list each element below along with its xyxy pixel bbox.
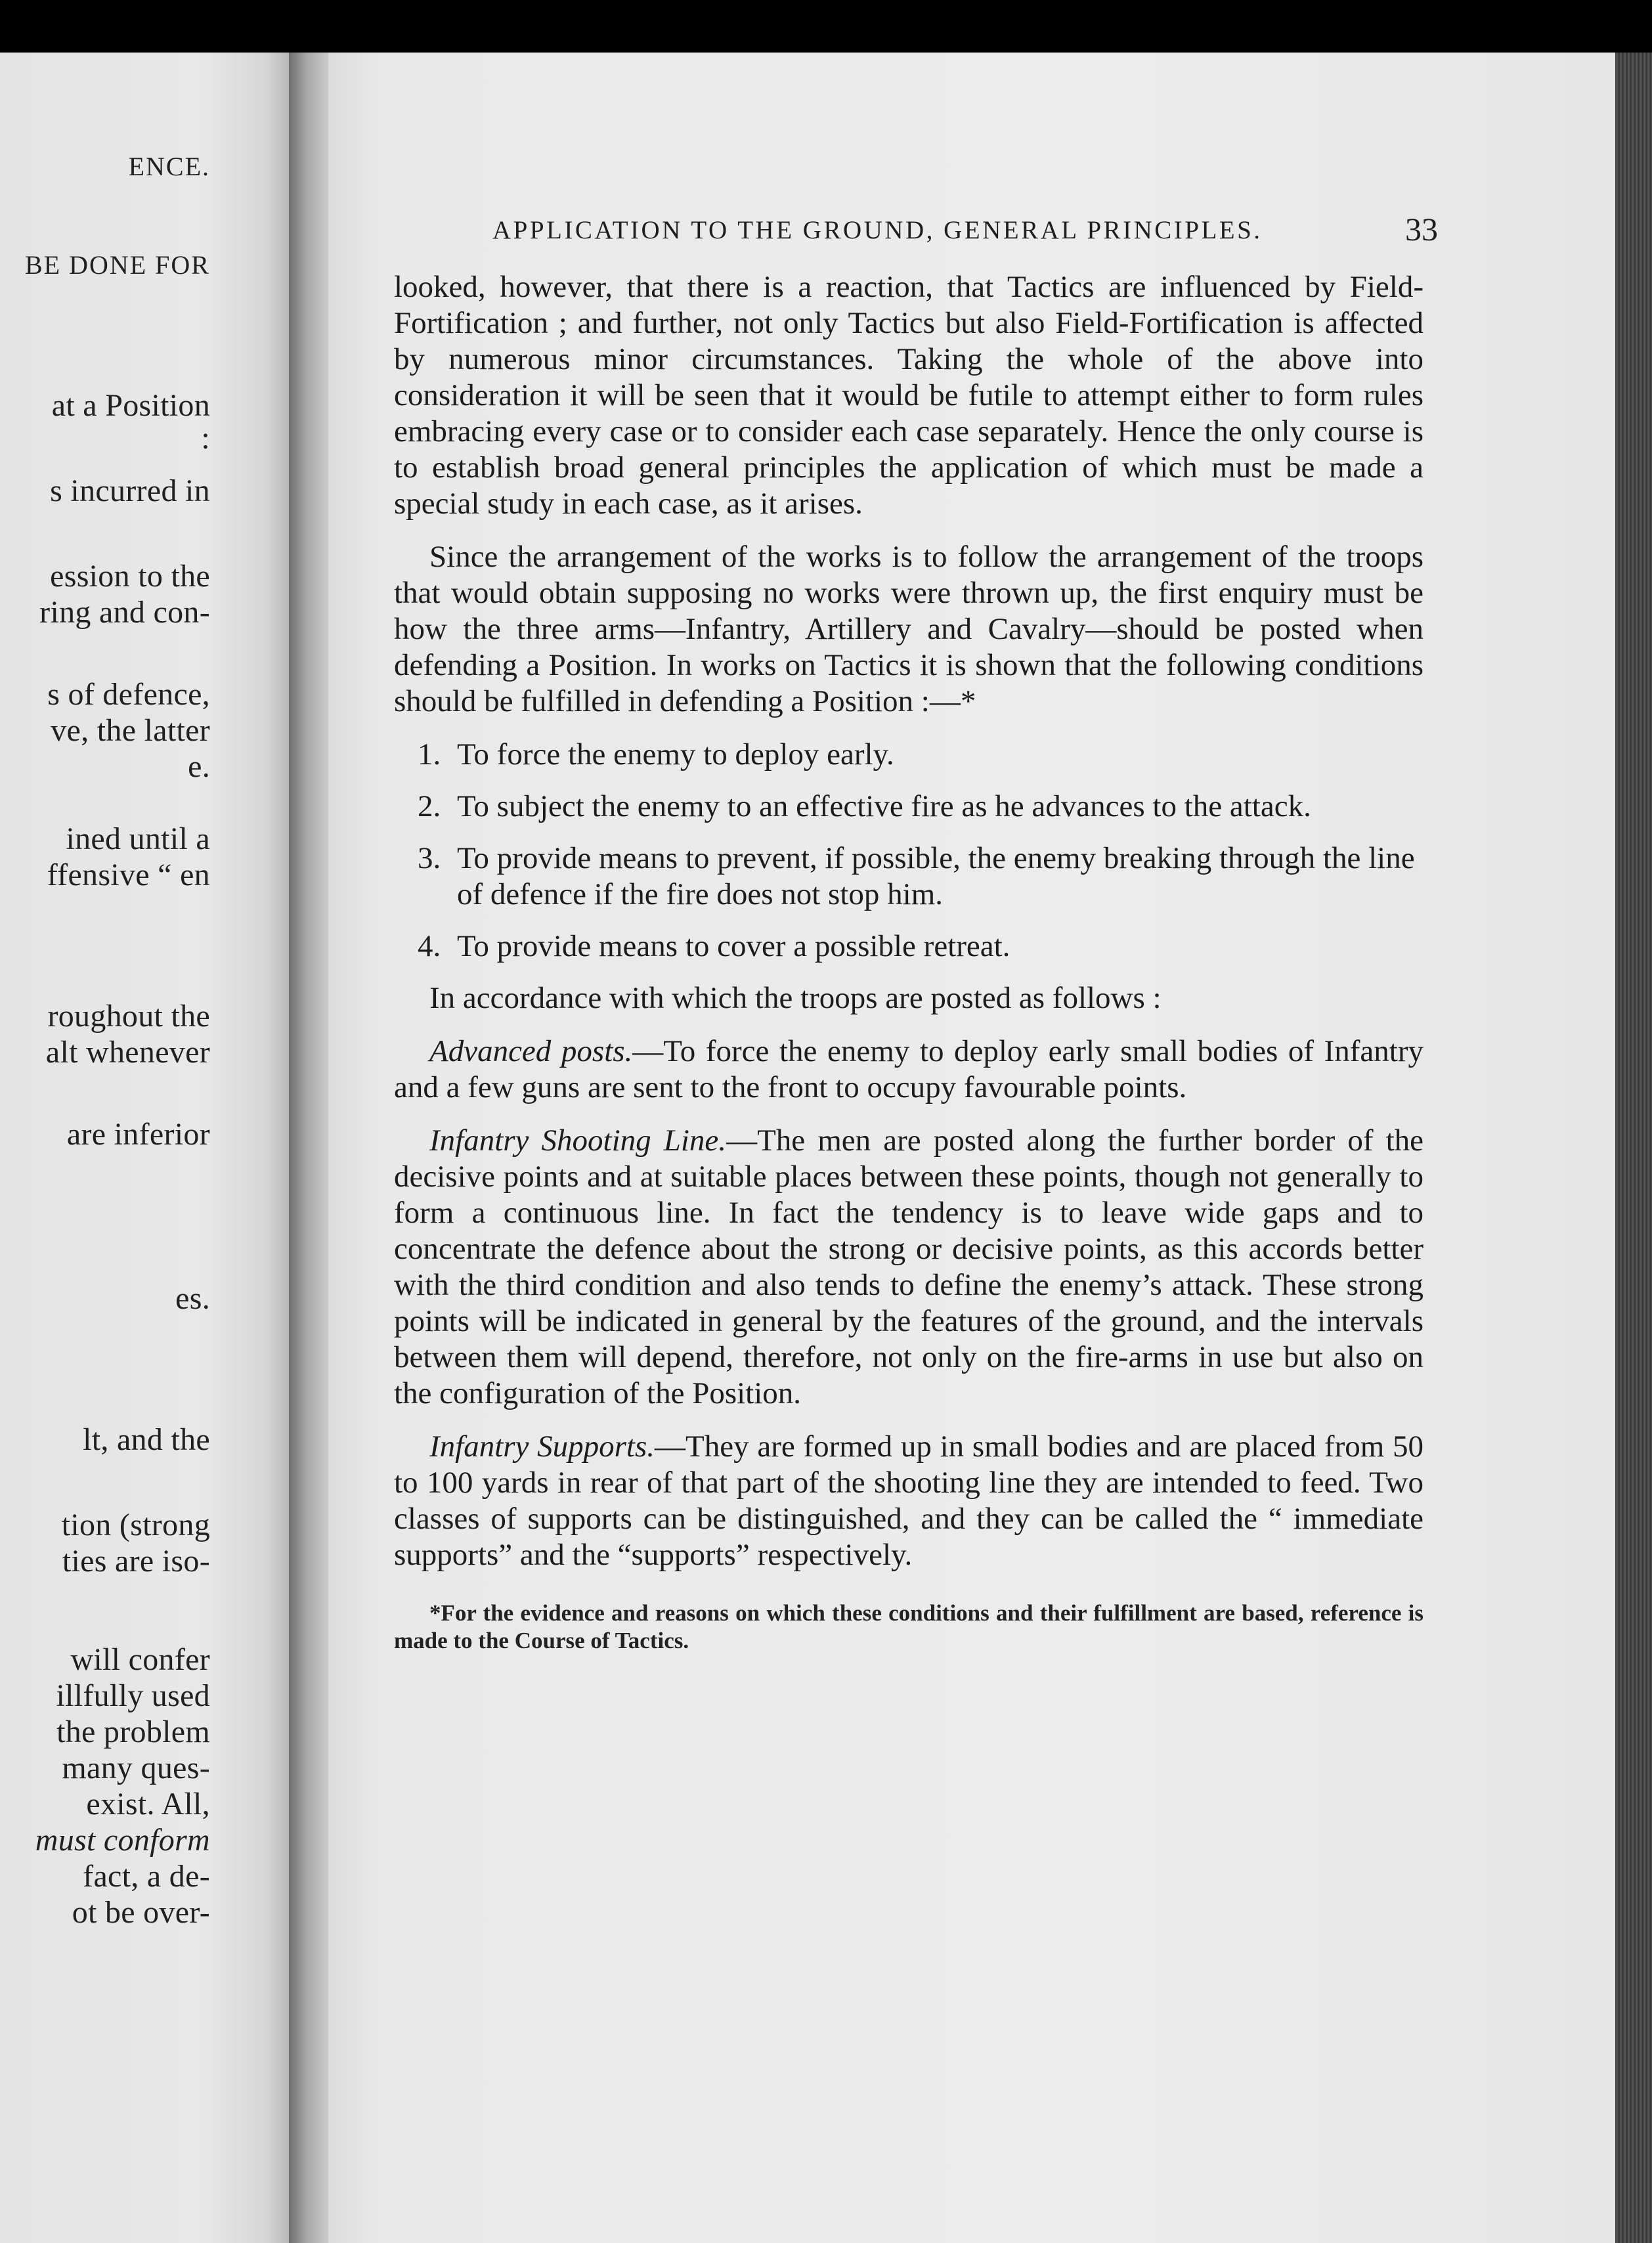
left-page-fragment: ined until a xyxy=(66,821,210,856)
left-page-fragment: many ques- xyxy=(62,1751,210,1785)
body-text xyxy=(394,269,1424,1655)
left-page-fragment: fact, a de- xyxy=(83,1859,210,1894)
left-page-fragment: e. xyxy=(188,749,210,784)
condition-item xyxy=(394,737,1424,773)
advanced-posts-heading: Advanced posts. xyxy=(429,1034,633,1068)
left-page-fragment: lt, and the xyxy=(83,1422,210,1457)
paragraph-posting: In accordance with which the troops are posted as follows : xyxy=(429,981,1162,1015)
paragraph-advanced-posts xyxy=(394,1034,1424,1106)
left-page-fragment: s incurred in xyxy=(50,473,210,508)
left-page-fragment: ties are iso- xyxy=(62,1544,210,1579)
left-page-fragment: at a Position xyxy=(51,388,210,423)
condition-text: To provide means to cover a possible retreat. xyxy=(457,929,1011,963)
paragraph-arrangement: Since the arrangement of the works is to follow the arrangement of the troops that would obtain supposing no works were thrown up, the first enquiry must be how the three arms—Infantry, Artillery and Cavalry—should be posted when defending a Position. In works on Tactics it is shown that the following conditions should be fulfilled in defending a Position :—* xyxy=(394,540,1424,718)
page-edge xyxy=(1615,53,1652,2243)
left-page-fragment: the problem xyxy=(56,1714,210,1749)
left-page-fragment: exist. All, xyxy=(86,1787,210,1821)
left-page-fragment: es. xyxy=(175,1281,210,1316)
left-page-fragment: ENCE. xyxy=(128,152,210,181)
shooting-line-text: —The men are posted along the further border of the decisive points and at suitable places between these points, though not generally to form a continuous line. In fact the tendency is to leave wide gaps and to concentrate the defence about the strong or decisive points, as this accords better with the third condition and also tends to define the enemy’s attack. These strong points will be indicated in general by the features of the ground, and the intervals between them will depend, therefore, not only on the fire-arms in use but also on the configuration of the Position. xyxy=(394,1123,1424,1410)
left-page-fragment: ession to the xyxy=(50,559,210,594)
supports-text: —They are formed up in small bodies and are placed from 50 to 100 yards in rear of that part of the shooting line they are intended to feed. Two classes of supports can be distinguished, and they can be called the “ immediate supports” and the “supports” respectively. xyxy=(394,1429,1424,1572)
condition-number: 2. xyxy=(418,789,441,823)
running-head: APPLICATION TO THE GROUND, GENERAL PRINCIPLES. xyxy=(492,216,1263,244)
page-number: 33 xyxy=(1405,211,1438,248)
shooting-line-heading: Infantry Shooting Line. xyxy=(429,1123,727,1158)
left-page-fragment: BE DONE FOR xyxy=(24,250,210,280)
left-page-fragment: tion (strong xyxy=(61,1508,210,1542)
left-page-fragment: ffensive “ en xyxy=(47,858,210,892)
condition-number: 1. xyxy=(418,737,441,772)
condition-item xyxy=(394,840,1424,913)
right-page xyxy=(328,53,1615,2243)
supports-heading: Infantry Supports. xyxy=(429,1429,655,1464)
paragraph-continuation: looked, however, that there is a reaction, that Tactics are influenced by Field-Fortification ; and further, not only Tactics but also Field-Fortification is affected by numerous minor circumstances. Taking the whole of the above into consideration it will be seen that it would be futile to attempt either to form rules embracing every case or to consider each case separately. Hence the only course is to establish broad general principles the application of which must be made a special study in each case, as it arises. xyxy=(394,270,1424,521)
condition-number: 3. xyxy=(418,841,441,875)
footnote: *For the evidence and reasons on which these conditions and their fulfillment are based, reference is made to the Course of Tactics. xyxy=(394,1600,1424,1653)
condition-text: To force the enemy to deploy early. xyxy=(457,737,894,772)
condition-number: 4. xyxy=(418,929,441,963)
left-page-fragment: alt whenever xyxy=(45,1035,210,1070)
left-page xyxy=(0,53,289,2243)
left-page-fragment: s of defence, xyxy=(47,677,210,712)
left-page-fragment: illfully used xyxy=(56,1678,210,1713)
condition-text: To subject the enemy to an effective fire as he advances to the attack. xyxy=(457,789,1311,823)
left-page-fragment: are inferior xyxy=(66,1117,210,1152)
left-page-fragment: ve, the latter xyxy=(51,713,210,748)
left-page-fragment: roughout the xyxy=(47,999,210,1034)
left-page-fragment: will confer xyxy=(70,1642,210,1677)
paragraph-supports xyxy=(394,1429,1424,1573)
paragraph-shooting-line xyxy=(394,1123,1424,1412)
condition-item xyxy=(394,789,1424,825)
left-page-fragment: ring and con- xyxy=(39,595,210,630)
condition-item xyxy=(394,928,1424,965)
condition-text: To provide means to prevent, if possible, the enemy breaking through the line of defence if the fire does not stop him. xyxy=(457,841,1415,911)
conditions-list xyxy=(394,737,1424,965)
left-page-fragment: ot be over- xyxy=(72,1895,210,1930)
left-page-fragment: must conform xyxy=(35,1823,210,1858)
advanced-posts-text: —To force the enemy to deploy early small bodies of Infantry and a few guns are sent to the front to occupy favourable points. xyxy=(394,1034,1424,1104)
left-page-fragment: : xyxy=(201,421,210,456)
